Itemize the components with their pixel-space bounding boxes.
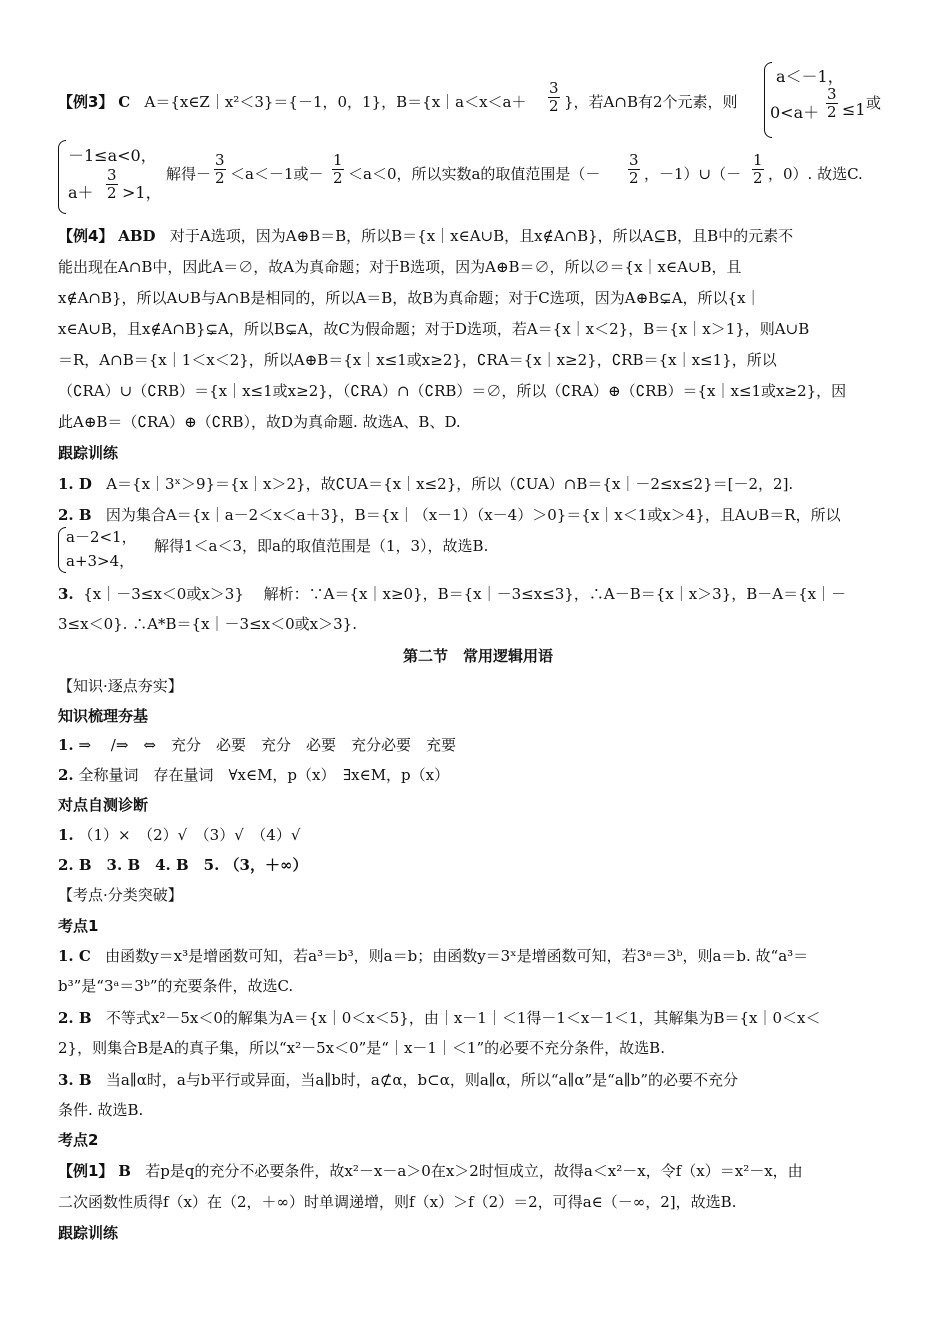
ex3-line2-e: ，0）. 故选C. bbox=[768, 165, 863, 183]
ex3-fraction-1: $\frac{3}{2}$ bbox=[549, 79, 559, 115]
ex3-or: 或 bbox=[866, 94, 882, 112]
ex3-fraction-4: $\frac{3}{2}$ bbox=[629, 151, 639, 187]
topic1-q2-text: 不等式x²－5x＜0的解集为A＝{x｜0＜x＜5}，由｜x－1｜＜1得－1＜x－1＜1，其解集为B＝{x｜0＜x＜ bbox=[105, 1009, 821, 1027]
ex3-label: 【例3】 bbox=[58, 93, 114, 111]
track1-q3 bbox=[58, 584, 898, 606]
topic1-q3-line2: 条件. 故选B. bbox=[58, 1101, 144, 1119]
ex4-line6: （∁RA）∪（∁RB）＝{x｜x≤1或x≥2}，（∁RA）∩（∁RB）＝∅，所以（∁RA）⊕（∁RB）＝{x｜x≤1或x≥2}，因 bbox=[58, 382, 847, 400]
knowledge-item-2 bbox=[58, 765, 898, 787]
ex4-line5: ＝R，A∩B＝{x｜1＜x＜2}，所以A⊕B＝{x｜x≤1或x≥2}，∁RA＝{x｜x≥2}，∁RB＝{x｜x≤1}，所以 bbox=[58, 351, 777, 369]
ex3-fraction-5: $\frac{1}{2}$ bbox=[753, 151, 763, 187]
topic2-heading: 考点2 bbox=[58, 1131, 99, 1149]
ex4-label: 【例4】 bbox=[58, 227, 114, 245]
ex4-line3: x∉A∩B}，所以A∪B与A∩B是相同的，所以A＝B，故B为真命题；对于C选项，因为A⊕B⊊A，所以{x｜ bbox=[58, 289, 761, 307]
ex4-answer: ABD bbox=[118, 227, 156, 245]
ex4-line7: 此A⊕B＝（∁RA）⊕（∁RB），故D为真命题. 故选A、B、D. bbox=[58, 413, 461, 431]
self-test-heading: 对点自测诊断 bbox=[58, 796, 149, 814]
ex4-line2: 能出现在A∩B中，因此A＝∅，故A为真命题；对于B选项，因为A⊕B＝∅，所以∅＝{x｜x∈A∪B，且 bbox=[58, 258, 742, 276]
ex3-line2-d: ，－1）∪（－ bbox=[644, 165, 742, 183]
self-test-1-text: （1）× （2）√ （3）√ （4）√ bbox=[78, 826, 301, 844]
track1-q3-num: 3. bbox=[58, 585, 74, 603]
topic1-q2-line2: 2}，则集合B是A的真子集，所以“x²－5x＜0”是“｜x－1｜＜1”的必要不充分条件，故选B. bbox=[58, 1039, 665, 1057]
topic2-example1-label: 【例1】 bbox=[58, 1162, 114, 1180]
track1-q3-text: {x｜－3≤x＜0或x＞3} 解析：∵A＝{x｜x≥0}，B＝{x｜－3≤x≤3}，∴A－B＝{x｜x＞3}，B－A＝{x｜－ bbox=[83, 585, 847, 603]
ex3-fraction-2: $\frac{3}{2}$ bbox=[215, 151, 225, 187]
ex3-text2: }，若A∩B有2个元素，则 bbox=[564, 93, 738, 111]
category-heading: 【考点·分类突破】 bbox=[58, 886, 183, 904]
ex3-system2-row2a: a＋ bbox=[68, 183, 94, 202]
track1-q2-brace bbox=[58, 527, 66, 573]
topic2-example1 bbox=[58, 1161, 898, 1183]
topic2-example1-text: 若p是q的充分不必要条件，故x²－x－a＞0在x＞2时恒成立，故得a＜x²－x，令f（x）＝x²－x，由 bbox=[145, 1162, 803, 1180]
topic1-q3-text: 当a∥α时，a与b平行或异面，当a∥b时，a⊄α，b⊂α，则a∥α，所以“a∥α”是“a∥b”的必要不充分 bbox=[105, 1071, 738, 1089]
ex3-answer: C bbox=[118, 93, 131, 111]
track1-q2-sys-row2: a+3>4， bbox=[66, 552, 135, 570]
track1-title: 跟踪训练 bbox=[58, 444, 119, 462]
ex3-fraction-3: $\frac{1}{2}$ bbox=[333, 151, 343, 187]
ex3-system2-row1: －1≤a<0， bbox=[68, 146, 157, 165]
track1-q1-text: A＝{x｜3ˣ＞9}＝{x｜x＞2}，故∁UA＝{x｜x≤2}，所以（∁UA）∩B＝{x｜－2≤x≤2}＝[－2，2]. bbox=[106, 475, 794, 493]
ex4-line4: x∈A∪B，且x∉A∩B}⊊A，所以B⊊A，故C为假命题；对于D选项，若A＝{x｜x＜2}，B＝{x｜x＞1}，则A∪B bbox=[58, 320, 810, 338]
section-title: 第二节 常用逻辑用语 bbox=[402, 647, 553, 665]
topic1-q2 bbox=[58, 1008, 898, 1030]
ex3-system2-row2b: >1， bbox=[122, 183, 162, 202]
track1-q2 bbox=[58, 505, 898, 527]
track1-q2-text: 因为集合A＝{x｜a－2＜x＜a＋3}，B＝{x｜（x－1）（x－4）＞0}＝{x｜x＜1或x＞4}，且A∪B＝R，所以 bbox=[105, 506, 841, 524]
knowledge-heading: 【知识·逐点夯实】 bbox=[58, 677, 183, 695]
topic1-q1-line2: b³”是“3ᵃ＝3ᵇ”的充要条件，故选C. bbox=[58, 977, 294, 995]
track1-q1-num: 1. D bbox=[58, 475, 92, 493]
track1-q3-line2: 3≤x＜0}. ∴A*B＝{x｜－3≤x＜0或x＞3}. bbox=[58, 615, 357, 633]
knowledge-item-2-num: 2. bbox=[58, 766, 74, 784]
track1-q2-sys-row1: a－2<1， bbox=[66, 528, 137, 546]
topic1-q2-num: 2. B bbox=[58, 1009, 92, 1027]
topic1-q1-num: 1. C bbox=[58, 947, 91, 965]
ex3-line2-b: ＜a＜－1或－ bbox=[230, 165, 324, 183]
knowledge-item-2-text: 全称量词 存在量词 ∀x∈M，p（x） ∃x∈M，p（x） bbox=[78, 766, 450, 784]
topic1-q1 bbox=[58, 946, 898, 968]
ex3-line2-a: 解得－ bbox=[166, 165, 212, 183]
ex3-text: A＝{x∈Z｜x²＜3}＝{－1，0，1}，B＝{x｜a＜x＜a＋ bbox=[144, 93, 527, 111]
track1-q1 bbox=[58, 474, 898, 496]
ex3-system1-row2b: ≤1 bbox=[842, 100, 866, 119]
knowledge-item-1-text: ⇒ /⇒ ⇔ 充分 必要 充分 必要 充分必要 充要 bbox=[78, 736, 456, 754]
track2-title: 跟踪训练 bbox=[58, 1224, 119, 1242]
knowledge-item-1 bbox=[58, 735, 898, 757]
ex3-system2-fraction: $\frac{3}{2}$ bbox=[107, 166, 117, 202]
track1-q2-num: 2. B bbox=[58, 506, 92, 524]
topic2-example1-line2: 二次函数性质得f（x）在（2，＋∞）时单调递增，则f（x）＞f（2）＝2，可得a∈（－∞，2]，故选B. bbox=[58, 1193, 737, 1211]
ex3-system2-brace bbox=[58, 140, 66, 214]
knowledge-item-1-num: 1. bbox=[58, 736, 74, 754]
base-heading: 知识梳理夯基 bbox=[58, 707, 149, 725]
self-test-2: 2. B 3. B 4. B 5. （3，＋∞） bbox=[58, 856, 308, 874]
self-test-1 bbox=[58, 825, 898, 847]
ex3-line2-c: ＜a＜0，所以实数a的取值范围是（－ bbox=[348, 165, 601, 183]
topic1-q1-text: 由函数y＝x³是增函数可知，若a³＝b³，则a＝b；由函数y＝3ˣ是增函数可知，若3ᵃ＝3ᵇ，则a＝b. 故“a³＝ bbox=[105, 947, 809, 965]
topic1-q3-num: 3. B bbox=[58, 1071, 92, 1089]
ex3-system1-row2a: 0<a＋ bbox=[770, 103, 820, 122]
ex3-system1-row1: a＜－1， bbox=[776, 67, 844, 86]
ex4-text: 对于A选项，因为A⊕B＝B，所以B＝{x｜x∈A∪B，且x∉A∩B}，所以A⊆B，且B中的元素不 bbox=[169, 227, 794, 245]
ex3-system1-fraction: $\frac{3}{2}$ bbox=[827, 85, 837, 121]
topic2-example1-answer: B bbox=[118, 1162, 131, 1180]
topic1-heading: 考点1 bbox=[58, 917, 99, 935]
topic1-q3 bbox=[58, 1070, 898, 1092]
track1-q2-tail: 解得1＜a＜3，即a的取值范围是（1，3），故选B. bbox=[154, 537, 489, 555]
self-test-1-num: 1. bbox=[58, 826, 74, 844]
ex4-line1 bbox=[58, 226, 898, 248]
